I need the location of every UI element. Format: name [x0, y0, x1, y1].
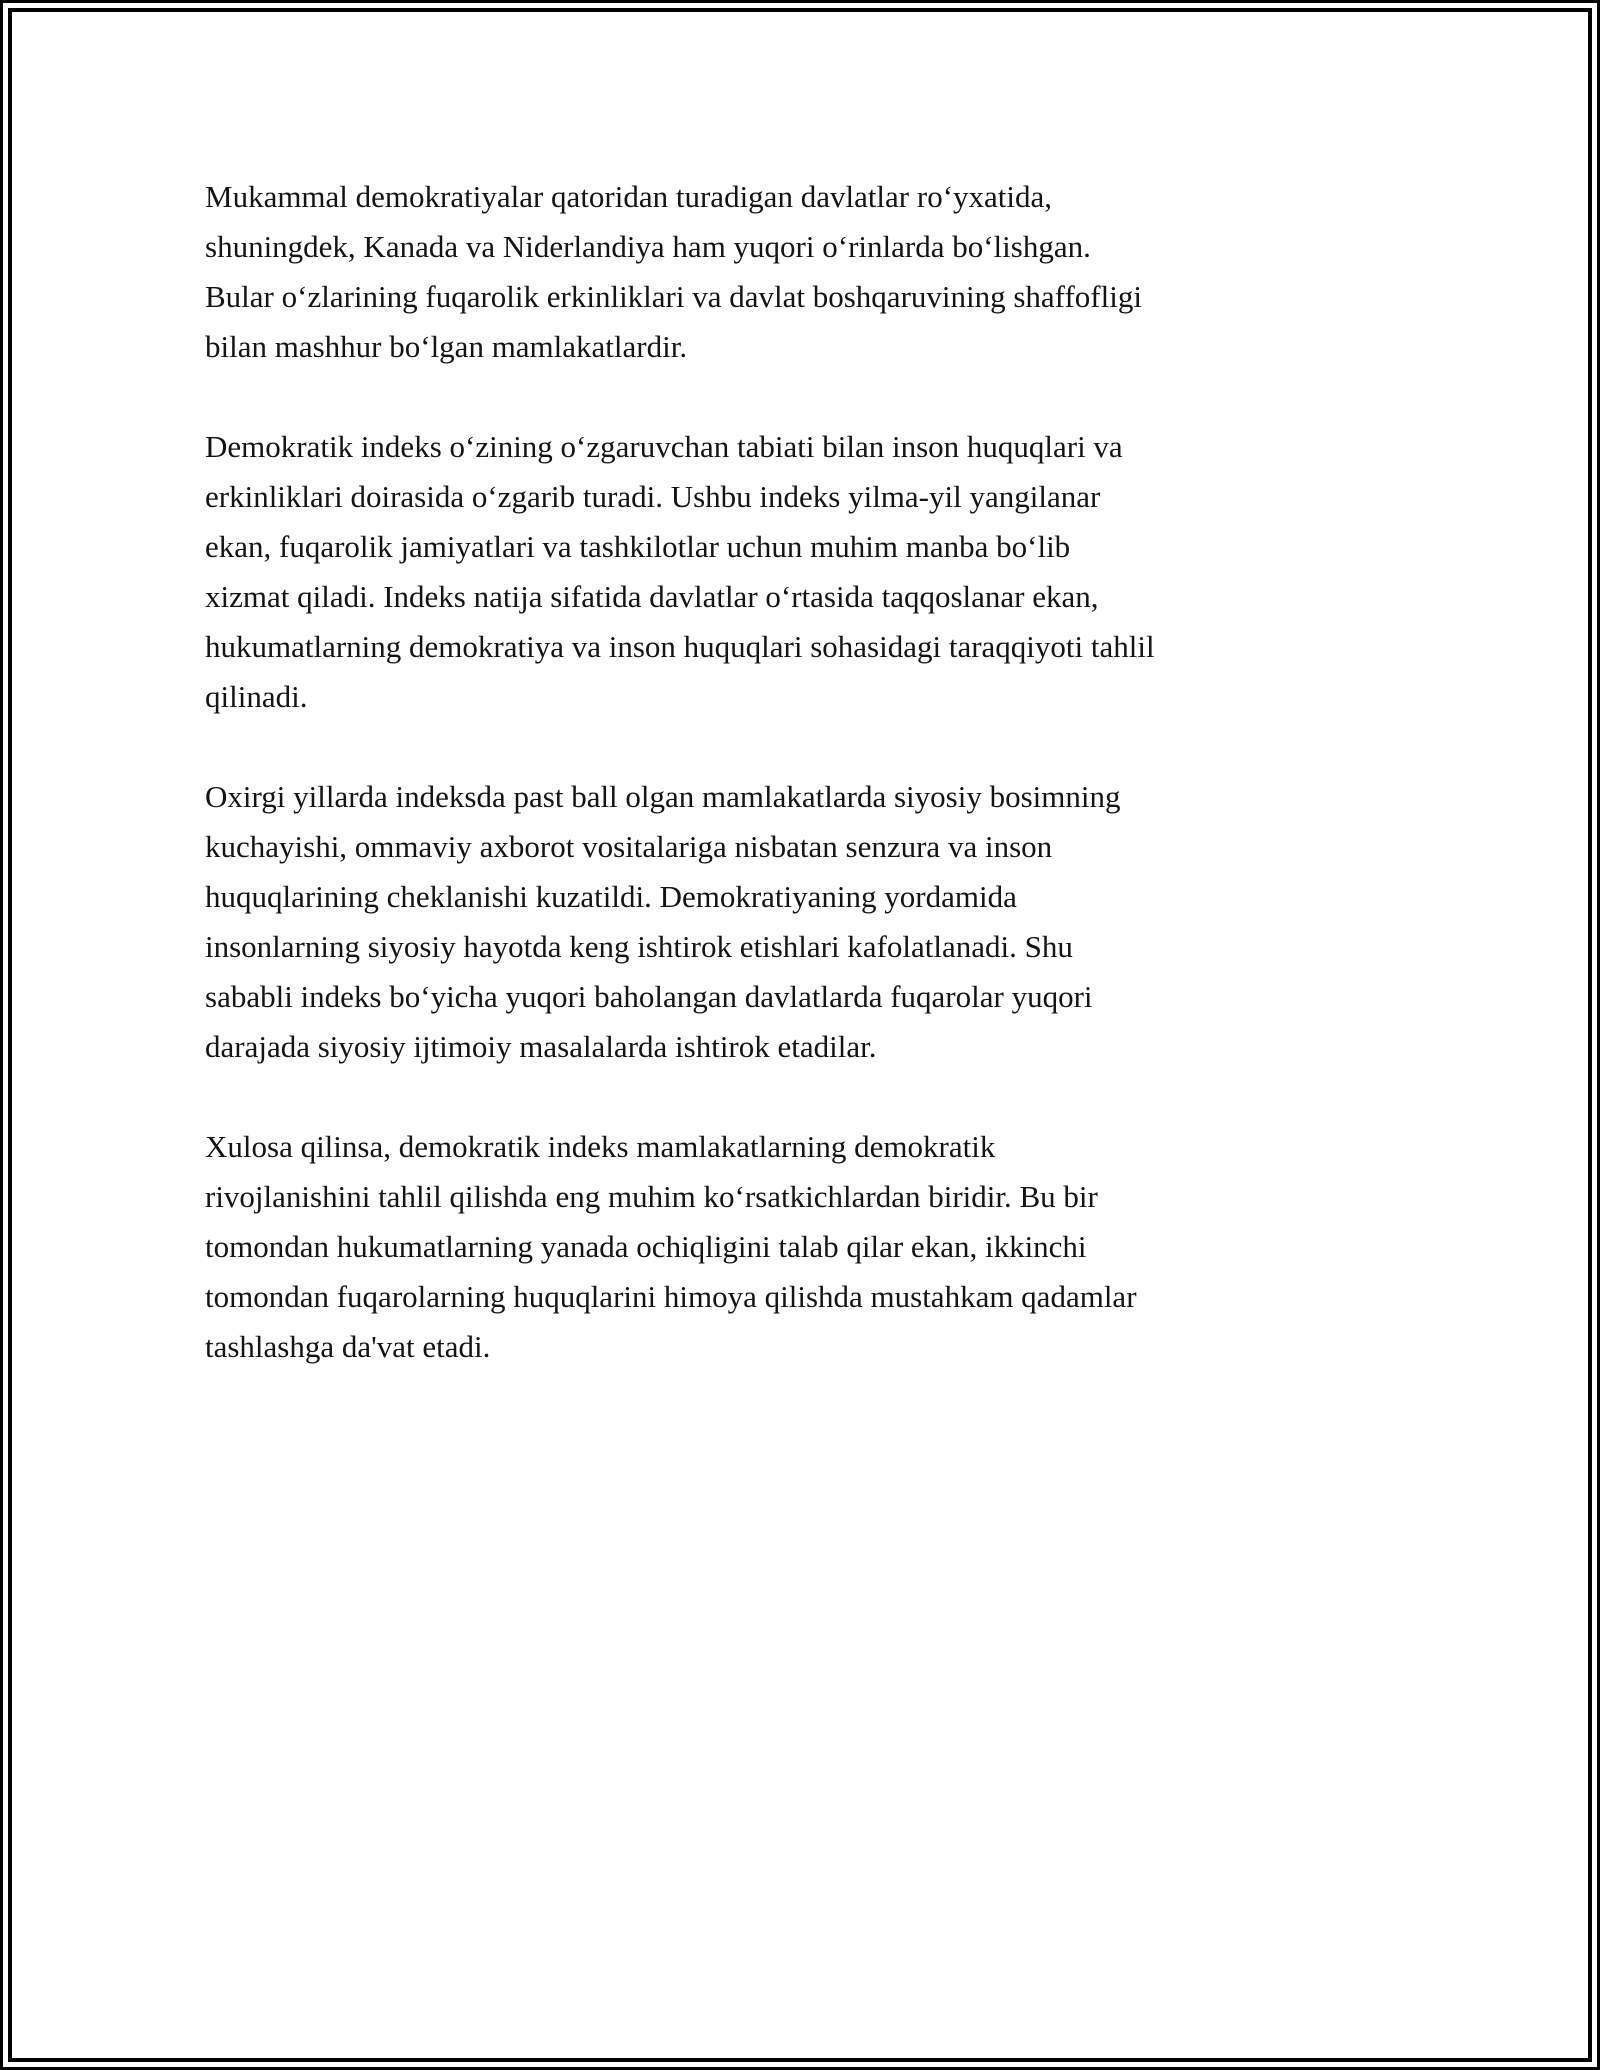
text-line: tomondan fuqarolarning huquqlarini himoya qilishda mustahkam qadamlar — [205, 1279, 1137, 1314]
text-line: sababli indeks bo‘yicha yuqori baholangan davlatlarda fuqarolar yuqori — [205, 979, 1093, 1014]
text-line: darajada siyosiy ijtimoiy masalalarda ishtirok etadilar. — [205, 1029, 877, 1064]
text-line: Oxirgi yillarda indeksda past ball olgan mamlakatlarda siyosiy bosimning — [205, 779, 1121, 814]
text-line: erkinliklari doirasida o‘zgarib turadi. Ushbu indeks yilma-yil yangilanar — [205, 479, 1101, 514]
text-line: Mukammal demokratiyalar qatoridan turadigan davlatlar ro‘yxatida, — [205, 179, 1053, 214]
paragraph-1 — [205, 172, 1142, 372]
paragraph-3 — [205, 772, 1121, 1072]
text-line: tomondan hukumatlarning yanada ochiqligini talab qilar ekan, ikkinchi — [205, 1229, 1087, 1264]
text-line: insonlarning siyosiy hayotda keng ishtirok etishlari kafolatlanadi. Shu — [205, 929, 1073, 964]
text-line: Xulosa qilinsa, demokratik indeks mamlakatlarning demokratik — [205, 1129, 996, 1164]
paragraph-2 — [205, 422, 1155, 722]
text-line: xizmat qiladi. Indeks natija sifatida davlatlar o‘rtasida taqqoslanar ekan, — [205, 579, 1099, 614]
text-line: kuchayishi, ommaviy axborot vositalariga nisbatan senzura va inson — [205, 829, 1053, 864]
text-line: qilinadi. — [205, 679, 308, 714]
text-line: rivojlanishini tahlil qilishda eng muhim ko‘rsatkichlardan biridir. Bu bir — [205, 1179, 1098, 1214]
document-body — [205, 172, 1155, 1422]
text-line: hukumatlarning demokratiya va inson huquqlari sohasidagi taraqqiyoti tahlil — [205, 629, 1155, 664]
text-line: shuningdek, Kanada va Niderlandiya ham yuqori o‘rinlarda bo‘lishgan. — [205, 229, 1091, 264]
text-line: Demokratik indeks o‘zining o‘zgaruvchan tabiati bilan inson huquqlari va — [205, 429, 1123, 464]
paragraph-4 — [205, 1122, 1137, 1372]
text-line: huquqlarining cheklanishi kuzatildi. Demokratiyaning yordamida — [205, 879, 1017, 914]
text-line: ekan, fuqarolik jamiyatlari va tashkilotlar uchun muhim manba bo‘lib — [205, 529, 1071, 564]
text-line: tashlashga da'vat etadi. — [205, 1329, 491, 1364]
text-line: bilan mashhur bo‘lgan mamlakatlardir. — [205, 329, 688, 364]
text-line: Bular o‘zlarining fuqarolik erkinliklari va davlat boshqaruvining shaffofligi — [205, 279, 1142, 314]
